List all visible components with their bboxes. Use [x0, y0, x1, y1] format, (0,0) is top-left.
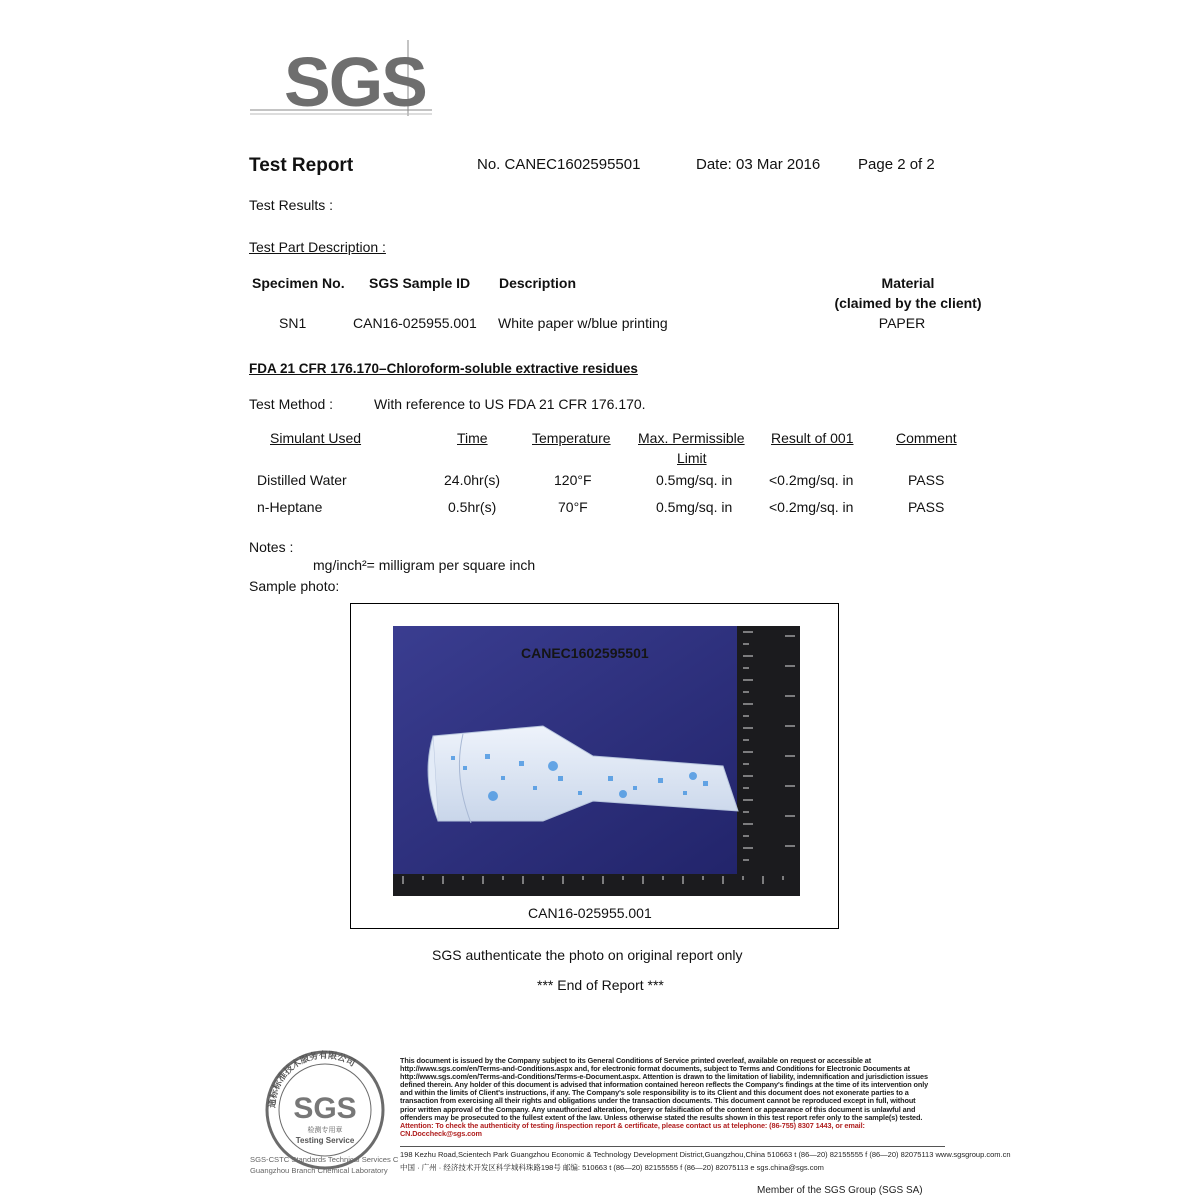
sample-photo [393, 626, 800, 896]
photo-overlay-id: CANEC1602595501 [521, 645, 649, 661]
material-value: PAPER [878, 315, 926, 331]
row2-limit: 0.5mg/sq. in [656, 499, 733, 515]
row2-temp: 70°F [558, 499, 588, 515]
col-max-permissible: Max. Permissible [638, 430, 745, 446]
row1-simulant: Distilled Water [257, 472, 347, 488]
end-of-report: *** End of Report *** [537, 977, 664, 993]
col-material: Material [881, 275, 935, 291]
row2-result: <0.2mg/sq. in [769, 499, 854, 515]
part-description-label: Test Part Description : [249, 239, 386, 255]
legal-disclaimer: This document is issued by the Company subject to its General Conditions of Service printed overleaf, available on request or accessible at http://www.sgs.com/en/Terms-and-Conditions.aspx and, for electronic format documents, subject to Terms and Conditions for Electronic Documents at http://www.sgs.com/en/Terms-and-Conditions/Terms-e-Document.aspx. Attention is drawn to the limitation of liability, indemnification and jurisdiction issues defined therein. Any holder of this document is advised that information contained hereon reflects the Company's findings at the time of its intervention only and within the limits of Client's instructions, if any. The Company's sole responsibility is to its Client and this document does not exonerate parties to a transaction from exercising all their rights and obligations under the transaction documents. This document cannot be reproduced except in full, without prior written approval of the Company. Any unauthorized alteration, forgery or falsification of the content or appearance of this document is unlawful and offenders may be prosecuted to the fullest extent of the law. Unless otherwise stated the results shown in this test report refer only to the sample(s) tested. Attention: To check the authenticity of testing /inspection report & certificate, please contact us at telephone: (86-755) 8307 1443, or email: CN.Doccheck@sgs.com [400, 1056, 929, 1138]
svg-text:通标标准技术服务有限公司: 通标标准技术服务有限公司 [267, 1050, 357, 1109]
report-date: Date: 03 Mar 2016 [696, 156, 821, 173]
col-sgs-sample-id: SGS Sample ID [369, 275, 471, 291]
sgs-logo-text: SGS [284, 43, 426, 118]
row1-comment: PASS [908, 472, 945, 488]
svg-text:Guangzhou Branch Chemical Labo: Guangzhou Branch Chemical Laboratory [250, 1166, 388, 1175]
col-result: Result of 001 [771, 430, 854, 446]
notes-text: mg/inch²= milligram per square inch [313, 557, 536, 573]
col-simulant: Simulant Used [270, 430, 362, 446]
row1-time: 24.0hr(s) [444, 472, 501, 488]
svg-text:Testing Service: Testing Service [295, 1136, 355, 1145]
col-temperature: Temperature [532, 430, 611, 446]
row1-temp: 120°F [554, 472, 592, 488]
svg-text:SGS-CSTC Standards Technical S: SGS-CSTC Standards Technical Services C [250, 1155, 398, 1164]
row2-time: 0.5hr(s) [448, 499, 497, 515]
row1-result: <0.2mg/sq. in [769, 472, 854, 488]
svg-text:检测专用章: 检测专用章 [307, 1126, 343, 1134]
authenticity-attention: Attention: To check the authenticity of testing /inspection report & certificate, please contact us at telephone: (86-755) 8307 1443, or email: CN.Doccheck@sgs.com [400, 1120, 865, 1138]
row2-simulant: n-Heptane [257, 499, 323, 515]
specimen-no-value: SN1 [279, 315, 307, 331]
col-time: Time [457, 430, 488, 446]
page-number: Page 2 of 2 [858, 156, 935, 173]
col-description: Description [499, 275, 577, 291]
sample-id-value: CAN16-025955.001 [353, 315, 477, 331]
test-method-value: With reference to US FDA 21 CFR 176.170. [374, 396, 646, 412]
test-results-label: Test Results : [249, 197, 334, 213]
address-chinese: 中国 · 广州 · 经济技术开发区科学城科珠路198号 邮编: 510663 t (86—20) 82155555 f (86—20) 82075113 e sgs.china@sgs.com [400, 1163, 824, 1172]
col-specimen-no: Specimen No. [252, 275, 345, 291]
section-title: FDA 21 CFR 176.170–Chloroform-soluble extractive residues [249, 361, 638, 376]
svg-text:SGS: SGS [293, 1092, 357, 1125]
description-value: White paper w/blue printing [498, 315, 668, 331]
photo-caption: CAN16-025955.001 [528, 905, 652, 921]
test-method-label: Test Method : [249, 396, 334, 412]
row1-limit: 0.5mg/sq. in [656, 472, 733, 488]
authenticate-note: SGS authenticate the photo on original report only [432, 947, 743, 963]
col-limit: Limit [677, 450, 707, 466]
sample-photo-label: Sample photo: [249, 578, 340, 594]
member-of-sgs-group: Member of the SGS Group (SGS SA) [757, 1185, 923, 1196]
sgs-logo [248, 38, 434, 118]
notes-label: Notes : [249, 539, 294, 555]
testing-service-seal [248, 1050, 398, 1180]
address-english: 198 Kezhu Road,Scientech Park Guangzhou Economic & Technology Development District,Guangzhou,China 510663 t (86—20) 82155555 f (86—20) 82075113 www.sgsgroup.com.cn [400, 1150, 1011, 1159]
col-comment: Comment [896, 430, 957, 446]
footer-divider [400, 1146, 945, 1147]
report-title: Test Report [249, 155, 354, 176]
report-number: No. CANEC1602595501 [477, 156, 641, 173]
row2-comment: PASS [908, 499, 945, 515]
footer-address [400, 1150, 1011, 1173]
col-material-note: (claimed by the client) [834, 295, 982, 311]
